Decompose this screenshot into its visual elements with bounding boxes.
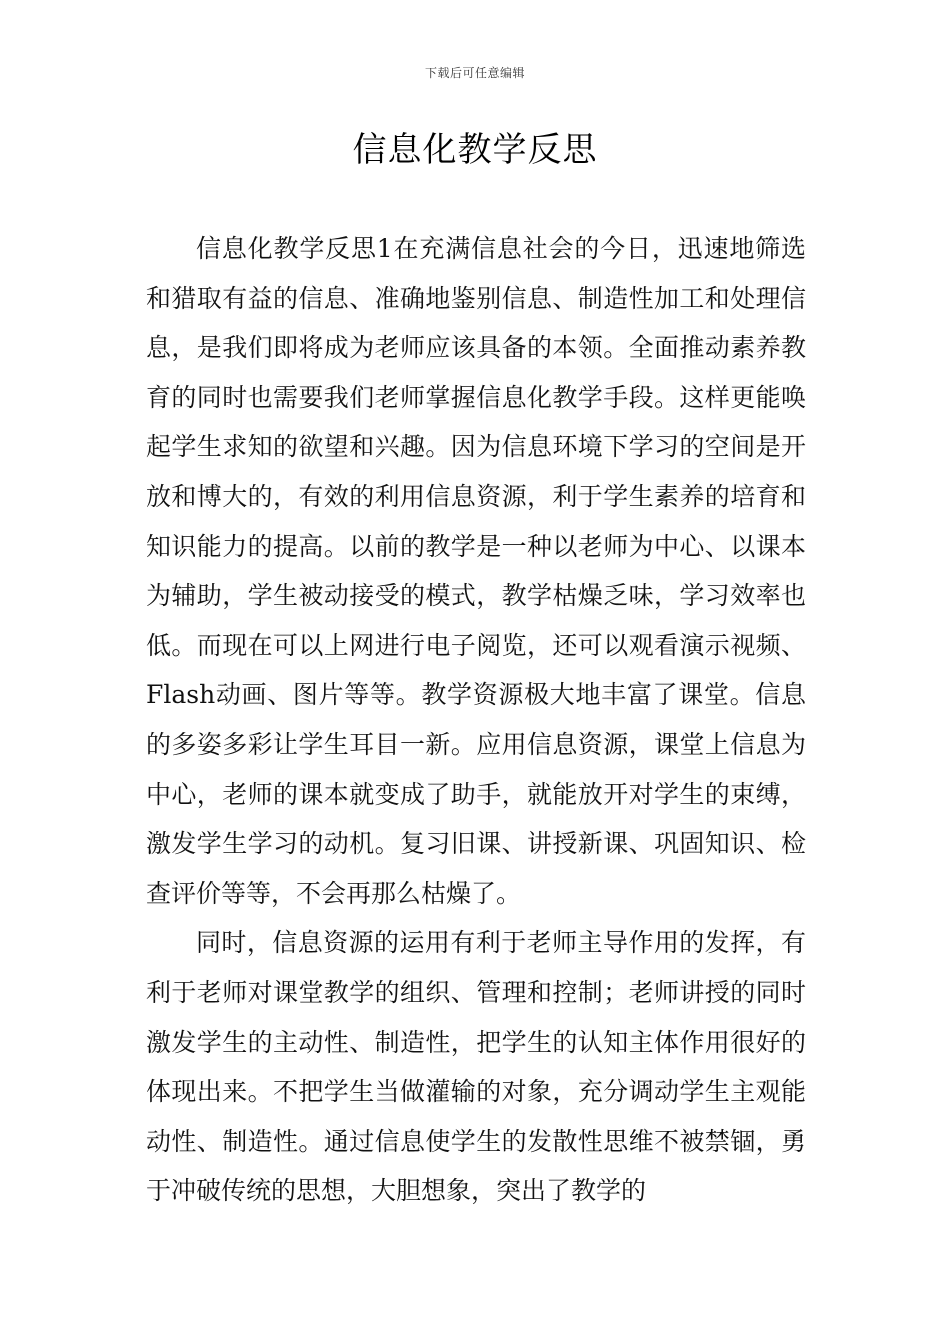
paragraph-2: 同时，信息资源的运用有利于老师主导作用的发挥，有利于老师对课堂教学的组织、管理和控制；老师讲授的同时激发学生的主动性、制造性，把学生的认知主体作用很好的体现出来。不把学生当做灌输的对象，充分调动学生主观能动性、制造性。通过信息使学生的发散性思维不被禁锢，勇于冲破传统的思想，大胆想象，突出了教学的 <box>146 928 806 1206</box>
header-note: 下载后可任意编辑 <box>424 66 525 80</box>
document-body <box>146 224 806 1216</box>
page-title: 信息化教学反思 <box>352 130 598 170</box>
paragraph-1: 信息化教学反思1在充满信息社会的今日，迅速地筛选和猎取有益的信息、准确地鉴别信息、制造性加工和处理信息，是我们即将成为老师应该具备的本领。全面推动素养教育的同时也需要我们老师掌握信息化教学手段。这样更能唤起学生求知的欲望和兴趣。因为信息环境下学习的空间是开放和博大的，有效的利用信息资源，利于学生素养的培育和知识能力的提高。以前的教学是一种以老师为中心、以课本为辅助，学生被动接受的模式，教学枯燥乏味，学习效率也低。而现在可以上网进行电子阅览，还可以观看演示视频、Flash动画、图片等等。教学资源极大地丰富了课堂。信息的多姿多彩让学生耳目一新。应用信息资源，课堂上信息为中心，老师的课本就变成了助手，就能放开对学生的束缚，激发学生学习的动机。复习旧课、讲授新课、巩固知识、检查评价等等，不会再那么枯燥了。 <box>146 234 806 908</box>
